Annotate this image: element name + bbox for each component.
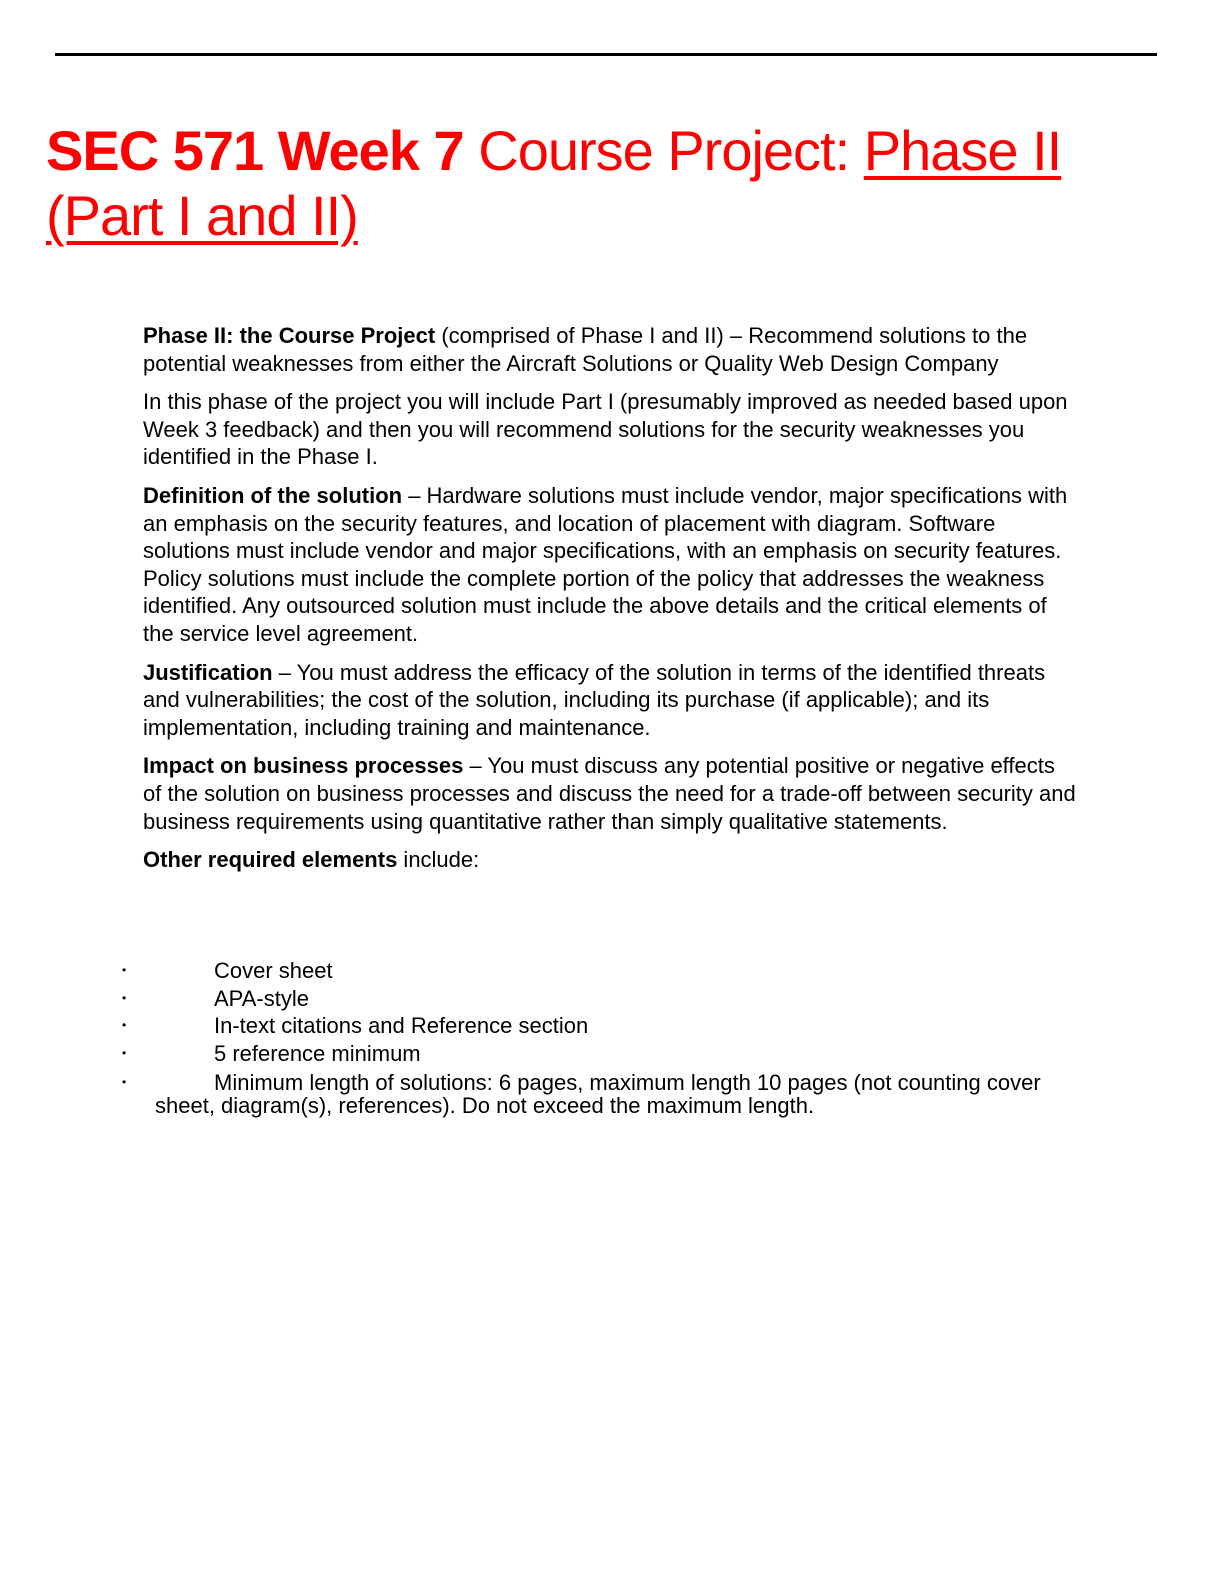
paragraph-heading: Justification <box>143 659 273 685</box>
paragraph-other-elements <box>143 846 1078 874</box>
list-item-text: Cover sheet <box>214 958 333 983</box>
list-item <box>112 1012 1072 1040</box>
bullet-icon: • <box>122 1018 127 1033</box>
paragraph-heading: Definition of the solution <box>143 482 403 508</box>
bullet-icon: • <box>122 1075 127 1090</box>
required-elements-list <box>112 957 1072 1117</box>
title-course-project: Course Project: <box>463 119 864 182</box>
paragraph-text: In this phase of the project you will include Part I (presumably improved as needed based upon Week 3 feedback) and then you will recommend solutions for the security weaknesses you identified in the Phase I. <box>143 389 1068 470</box>
paragraph-definition <box>143 482 1078 648</box>
list-item-text: Minimum length of solutions: 6 pages, maximum length 10 pages (not counting cover sheet, diagram(s), references). Do not exceed the maximum length. <box>155 1070 1041 1119</box>
bullet-icon: • <box>122 990 127 1005</box>
paragraph-heading: Phase II: the Course Project <box>143 323 436 348</box>
bullet-icon: • <box>122 1045 127 1060</box>
list-item-text: In-text citations and Reference section <box>214 1013 589 1039</box>
list-item-text: 5 reference minimum <box>214 1040 421 1066</box>
paragraph-intro <box>143 388 1078 471</box>
paragraph-heading: Impact on business processes <box>143 753 464 779</box>
list-item <box>112 957 1072 985</box>
page-title <box>46 118 1146 248</box>
list-item-text: APA-style <box>214 985 309 1011</box>
title-link-parts[interactable]: (Part I and II) <box>46 184 358 247</box>
document-body <box>143 322 1078 885</box>
paragraph-text: – You must discuss any potential positive or negative effects of the solution on business processes and discuss the need for a trade-off between security and business requirements using quantitative rather than simply qualitative statements. <box>143 753 1076 834</box>
bullet-icon: • <box>122 963 127 977</box>
paragraph-text: (comprised of Phase I and II) – Recommend solutions to the potential weaknesses from either the Aircraft Solutions or Quality Web Design Company <box>143 323 1028 376</box>
paragraph-heading: Other required elements <box>143 847 398 873</box>
paragraph-phase-ii <box>143 322 1078 377</box>
paragraph-text: – Hardware solutions must include vendor, major specifications with an emphasis on the security features, and location of placement with diagram. Software solutions must include vendor and major specifications, with an emphasis on security features. Policy solutions must include the complete portion of the policy that addresses the weakness identified. Any outsourced solution must include the above details and the critical elements of the service level agreement. <box>143 482 1068 646</box>
list-item <box>112 1071 1072 1117</box>
paragraph-justification <box>143 659 1078 742</box>
title-course-week: SEC 571 Week 7 <box>46 119 464 182</box>
paragraph-text: include: <box>397 847 480 873</box>
list-item <box>112 1040 1072 1068</box>
header-rule <box>55 53 1157 56</box>
paragraph-impact <box>143 752 1078 835</box>
list-item <box>112 985 1072 1013</box>
paragraph-text: – You must address the efficacy of the solution in terms of the identified threats and vulnerabilities; the cost of the solution, including its purchase (if applicable); and its implementation, including training and maintenance. <box>143 659 1046 740</box>
title-link-phase[interactable]: Phase II <box>863 119 1062 182</box>
